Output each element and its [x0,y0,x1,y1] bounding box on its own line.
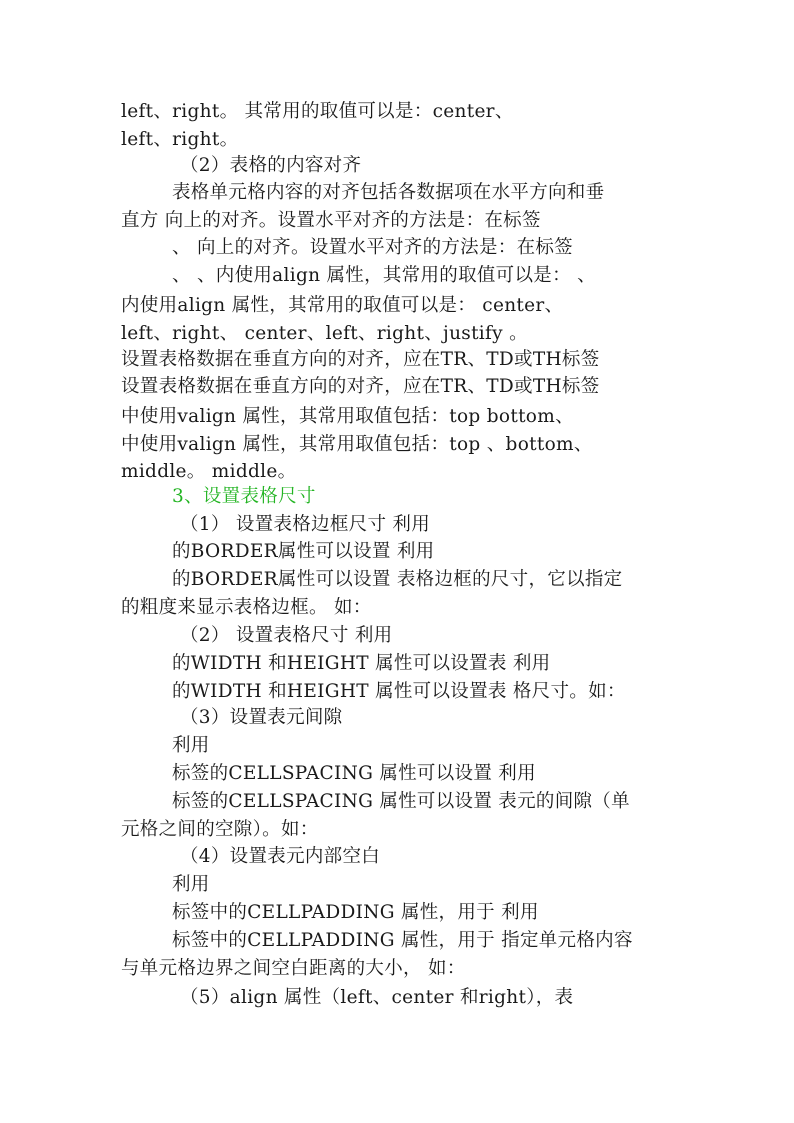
text-line: 与单元格边界之间空白距离的大小， 如： [121,958,466,979]
text-line: 利用 [172,874,210,895]
text-line: 的粗度来显示表格边框。 如： [121,597,372,618]
text-line: 设置表格数据在垂直方向的对齐，应在TR、TD或TH标签 [121,376,600,397]
subheading-border-size: （1） 设置表格边框尺寸 利用 [180,514,431,535]
text-line: 中使用valign 属性，其常用取值包括：top 、bottom、 [121,434,593,455]
subheading-content-align: （2）表格的内容对齐 [180,155,362,176]
text-line: 利用 [172,735,210,756]
text-line: 的WIDTH 和HEIGHT 属性可以设置表 利用 [172,653,551,674]
subheading-align-attribute: （5）align 属性（left、center 和right），表 [180,987,574,1008]
text-line: 直方 向上的对齐。设置水平对齐的方法是：在标签 [121,210,541,231]
text-line: 标签的CELLSPACING 属性可以设置 利用 [172,763,536,784]
text-line: 设置表格数据在垂直方向的对齐，应在TR、TD或TH标签 [121,349,600,370]
text-line: 的BORDER属性可以设置 表格边框的尺寸，它以指定 [172,569,623,590]
text-line: middle。 middle。 [121,461,297,482]
text-line: 的BORDER属性可以设置 利用 [172,541,435,562]
text-line: left、right、 center、left、right、justify 。 [121,323,528,344]
subheading-table-size: （2） 设置表格尺寸 利用 [180,625,393,646]
subheading-cellspacing: （3）设置表元间隙 [180,707,343,728]
text-line: 内使用align 属性，其常用的取值可以是： center、 [121,295,564,316]
text-line: left、right。 其常用的取值可以是：center、 [121,101,514,122]
text-line: 标签的CELLSPACING 属性可以设置 表元的间隙（单 [172,791,630,812]
text-line: 表格单元格内容的对齐包括各数据项在水平方向和垂 [172,182,605,203]
text-line: 中使用valign 属性，其常用取值包括：top bottom、 [121,406,574,427]
text-line: left、right。 [121,129,239,150]
subheading-cellpadding: （4）设置表元内部空白 [180,846,381,867]
text-line: 、 向上的对齐。设置水平对齐的方法是：在标签 [172,237,573,258]
section-heading-table-size: 3、设置表格尺寸 [172,486,316,507]
text-line: 元格之间的空隙）。如： [121,819,319,840]
text-line: 、 、内使用align 属性，其常用的取值可以是： 、 [172,265,596,286]
text-line: 标签中的CELLPADDING 属性，用于 指定单元格内容 [172,930,633,951]
text-line: 标签中的CELLPADDING 属性，用于 利用 [172,902,539,923]
text-line: 的WIDTH 和HEIGHT 属性可以设置表 格尺寸。如： [172,681,626,702]
